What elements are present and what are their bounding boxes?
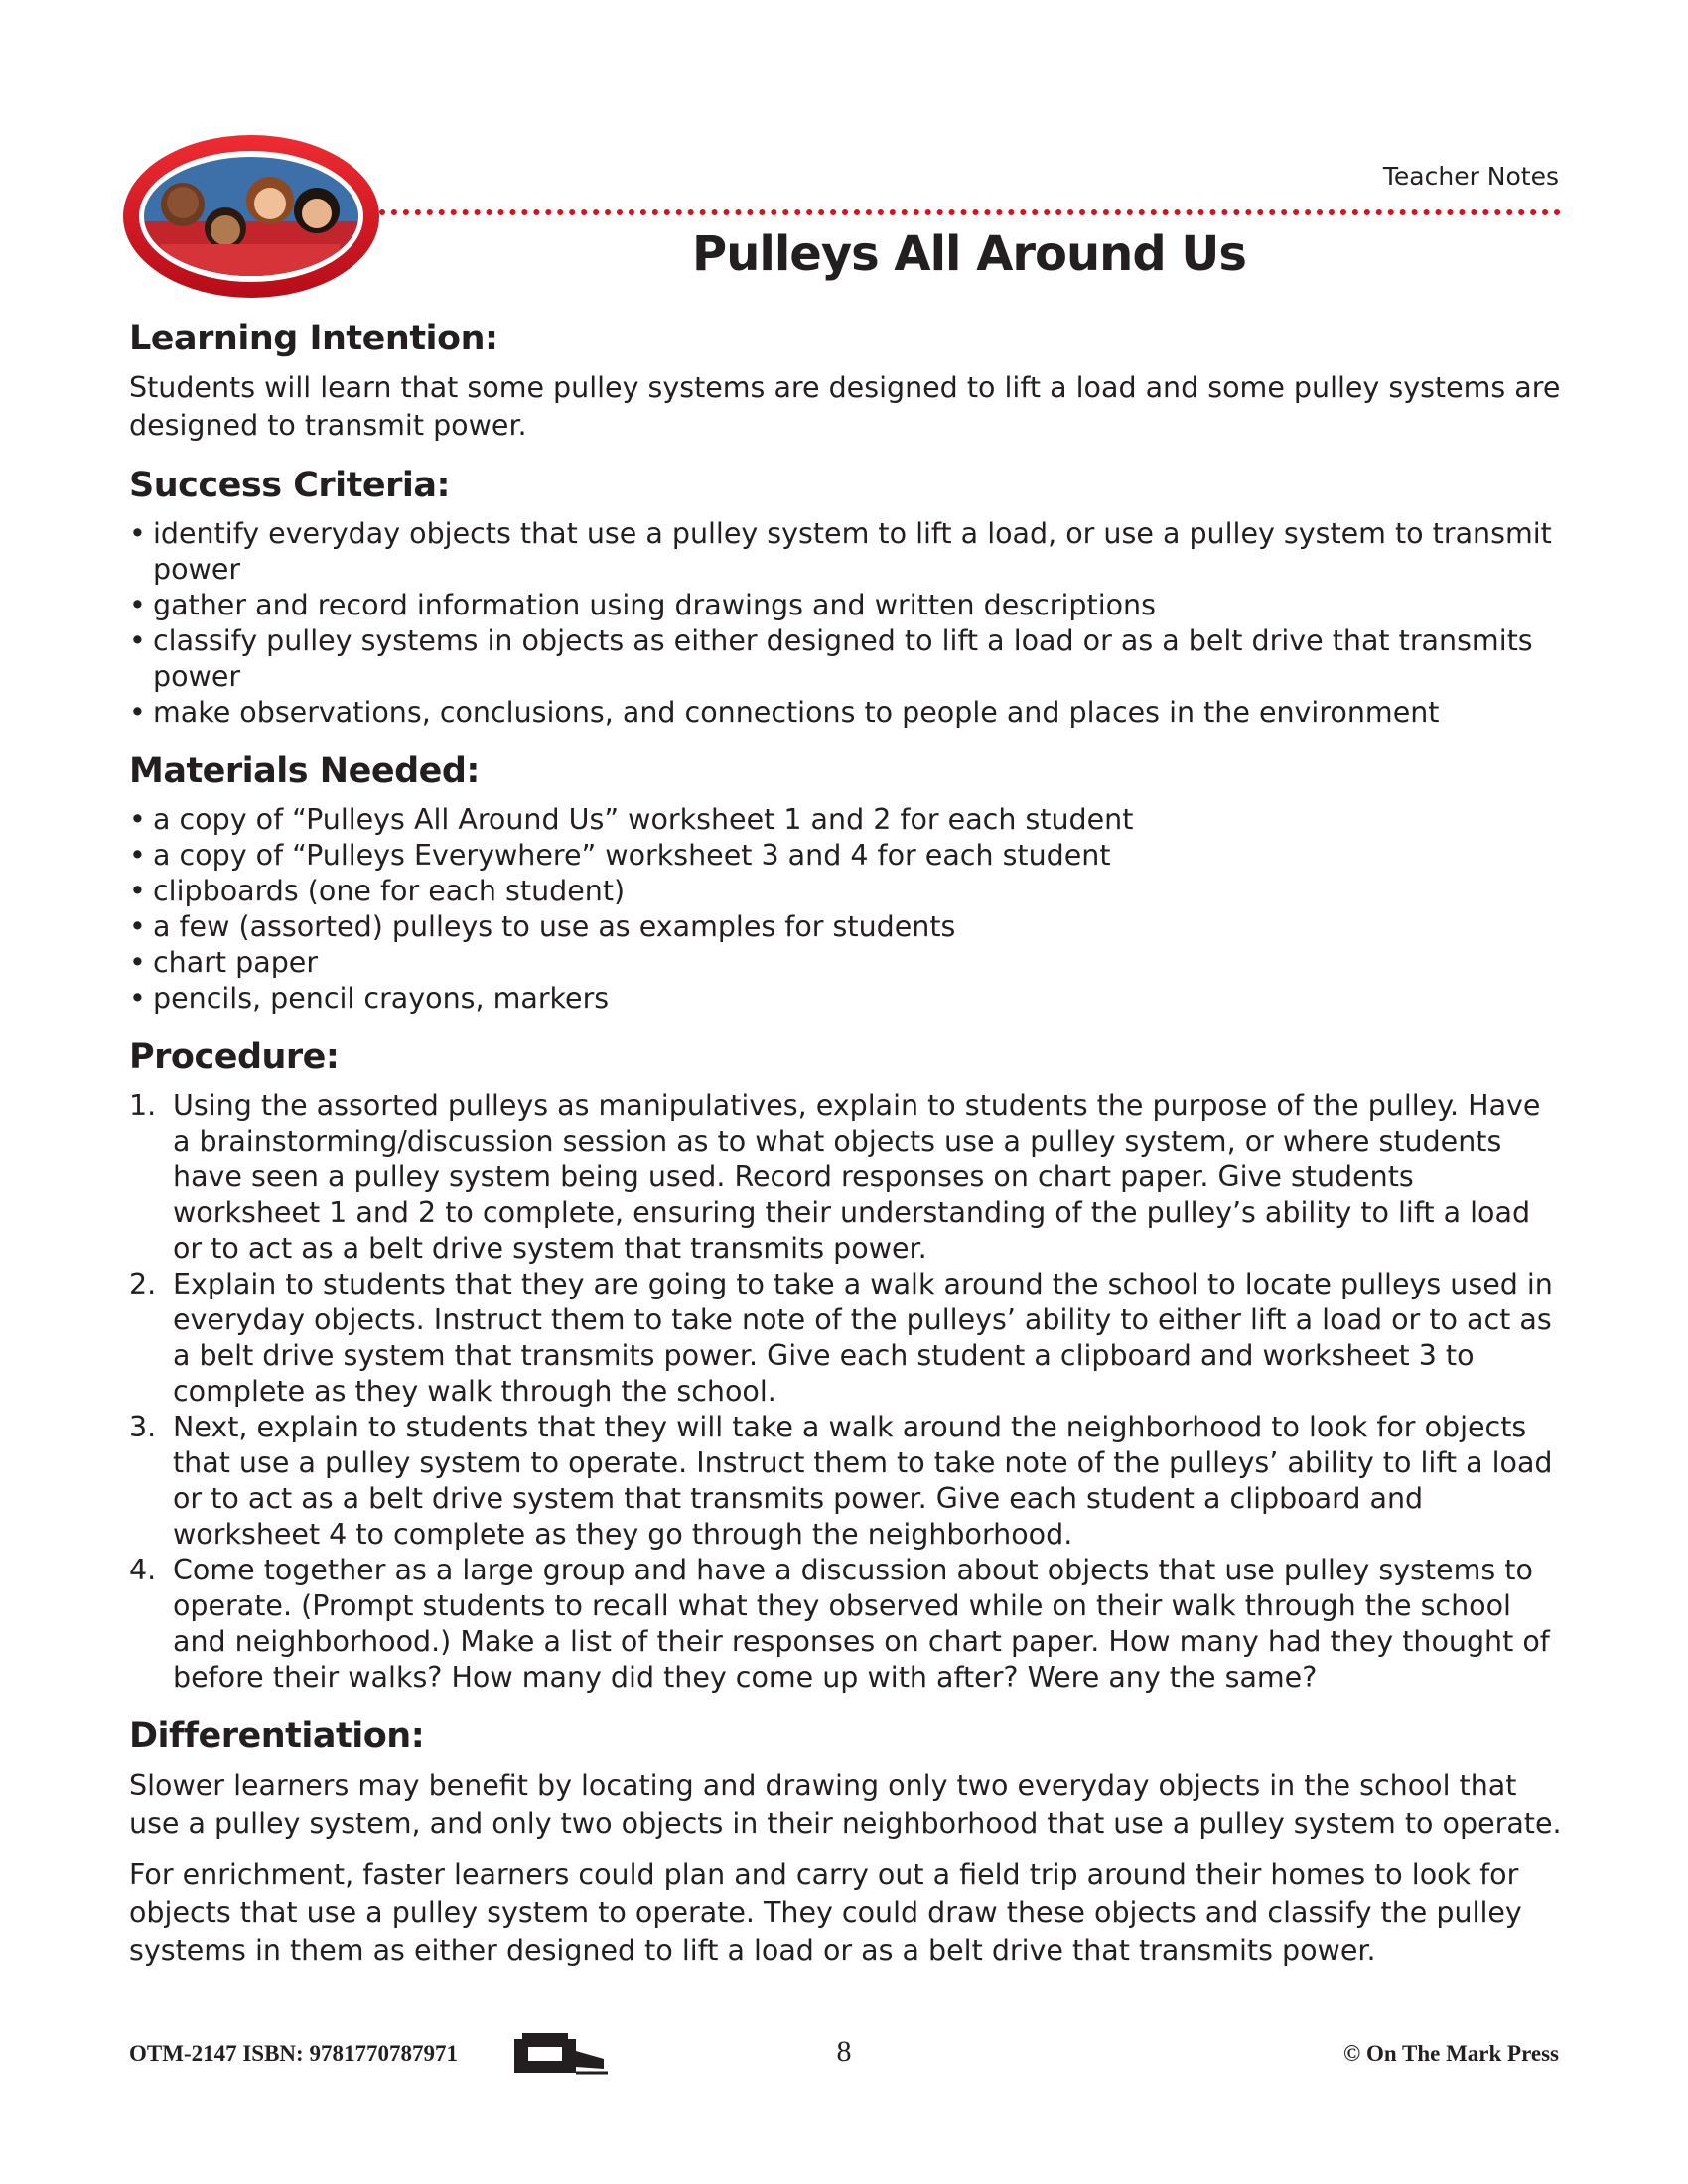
materials-list	[129, 802, 1564, 1017]
differentiation-heading: Differentiation:	[129, 1716, 425, 1756]
materials-item: • a few (assorted) pulleys to use as examples for students	[129, 909, 1564, 945]
procedure-list	[129, 1088, 1564, 1696]
materials-item: • chart paper	[129, 945, 1564, 981]
learning-intention-heading: Learning Intention:	[129, 319, 498, 358]
procedure-step	[129, 1553, 1564, 1696]
step-text: Come together as a large group and have a discussion about objects that use pulley systems to operate. (Prompt students to recall what they observed while on their walk through the school and neighborhood.) Make a list of their responses on chart paper. How many had they thought of before their walks? How many did they come up with after? Were any the same?	[173, 1554, 1550, 1694]
footer-copyright: © On The Mark Press	[1343, 2041, 1559, 2066]
step-text: Next, explain to students that they will take a walk around the neighborhood to look for objects that use a pulley system to operate. Instruct them to take note of the pulleys’ ability to lift a load or to act as a belt drive system that transmits power. Give each student a clipboard and worksheet 4 to complete as they go through the neighborhood.	[173, 1411, 1553, 1551]
dotted-divider	[379, 209, 1561, 215]
learning-intention-text: Students will learn that some pulley systems are designed to lift a load and some pulley systems are designed to transmit power.	[129, 371, 1561, 442]
materials-item: • a copy of “Pulleys Everywhere” worksheet 3 and 4 for each student	[129, 838, 1564, 874]
step-number: 4.	[129, 1554, 157, 1586]
page-title: Pulleys All Around Us	[692, 226, 1246, 282]
success-criteria-section	[129, 463, 1564, 731]
step-text: Using the assorted pulleys as manipulatives, explain to students the purpose of the pulley. Have a brainstorming/discussion session as to what objects use a pulley system, or where students have seen a pulley system being used. Record responses on chart paper. Give students worksheet 1 and 2 to complete, ensuring their understanding of the pulley’s ability to lift a load or to act as a belt drive system that transmits power.	[173, 1089, 1541, 1265]
materials-heading: Materials Needed:	[129, 751, 480, 791]
success-criteria-item: • make observations, conclusions, and connections to people and places in the environment	[129, 695, 1564, 731]
procedure-heading: Procedure:	[129, 1037, 340, 1077]
procedure-step	[129, 1267, 1564, 1410]
learning-intention-section	[129, 316, 1564, 445]
procedure-step	[129, 1088, 1564, 1267]
procedure-section	[129, 1034, 1564, 1696]
header-label: Teacher Notes	[1382, 162, 1559, 191]
footer-product-code: OTM-2147 ISBN: 9781770787971	[129, 2041, 458, 2066]
differentiation-section	[129, 1713, 1564, 1970]
differentiation-paragraph: Slower learners may benefit by locating and drawing only two everyday objects in the school that use a pulley system, and only two objects in their neighborhood that use a pulley system to operate.	[129, 1769, 1562, 1840]
procedure-step	[129, 1410, 1564, 1553]
materials-item: • pencils, pencil crayons, markers	[129, 981, 1564, 1017]
materials-section	[129, 749, 1564, 1017]
success-criteria-item: • classify pulley systems in objects as either designed to lift a load or as a belt drive that transmits power	[129, 623, 1564, 695]
success-criteria-item: • gather and record information using drawings and written descriptions	[129, 588, 1564, 623]
step-number: 1.	[129, 1089, 157, 1122]
success-criteria-list	[129, 516, 1564, 731]
success-criteria-item: • identify everyday objects that use a pulley system to lift a load, or use a pulley system to transmit power	[129, 516, 1564, 588]
success-criteria-heading: Success Criteria:	[129, 466, 450, 505]
step-text: Explain to students that they are going to take a walk around the school to locate pulleys used in everyday objects. Instruct them to take note of the pulleys’ ability to either lift a load or to act as a belt drive system that transmits power. Give each student a clipboard and worksheet 3 to complete as they walk through the school.	[173, 1268, 1553, 1408]
header-photo-oval	[121, 127, 381, 306]
page-number: 8	[836, 2035, 852, 2068]
page-footer	[129, 2035, 1559, 2075]
materials-item: • clipboards (one for each student)	[129, 874, 1564, 909]
step-number: 2.	[129, 1268, 157, 1300]
differentiation-paragraph: For enrichment, faster learners could plan and carry out a field trip around their homes to look for objects that use a pulley system to operate. They could draw these objects and classify the pulley systems in them as either designed to lift a load or as a belt drive that transmits power.	[129, 1858, 1522, 1967]
teacher-notes-body	[129, 316, 1564, 1987]
step-number: 3.	[129, 1411, 157, 1443]
materials-item: • a copy of “Pulleys All Around Us” worksheet 1 and 2 for each student	[129, 802, 1564, 838]
